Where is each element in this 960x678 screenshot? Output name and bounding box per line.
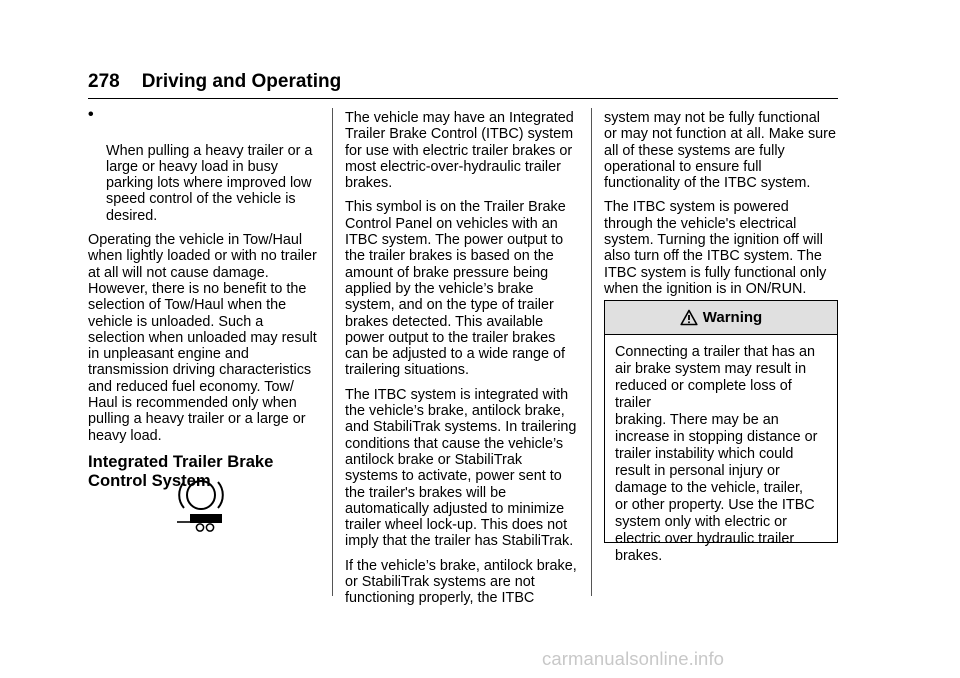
paragraph-itbc-intro: The vehicle may have an Integrated Trailer Brake Control (ITBC) system for use with electric trailer brakes or most electric-over-hydraulic trailer brakes. [345,110,574,192]
warning-title: Warning [702,309,763,326]
column-1 [88,106,328,490]
column-2 [345,110,585,615]
trailer-brake-icon [176,478,226,534]
page-number: 278 [88,71,120,92]
bullet-item [88,106,328,224]
paragraph-power: The ITBC system is powered through the vehicle's electrical system. Turning the ignition off will also turn off the ITBC system. The ITBC system is fully functional only when the ignition is in ON/RUN. [604,199,827,297]
warning-triangle-icon [680,309,698,326]
bullet-mark: • [88,106,94,123]
header-rule [88,98,838,99]
column-divider-1 [332,108,333,596]
watermark: carmanualsonline.info [542,648,725,669]
warning-box [604,300,838,564]
section-title: Driving and Operating [141,71,342,92]
paragraph-malfunction: If the vehicle’s brake, antilock brake, or StabiliTrak systems are not functioning properly, the ITBC [345,557,577,607]
warning-header [605,301,837,335]
warning-text: Connecting a trailer that has an air brake system may result in reduced or complete loss of trailer braking. There may be an increase in stopping distance or trailer instability which could result in personal injury or damage to the vehicle, trailer, or other property. Use the ITBC system only with electric or electric over hydraulic trailer brakes. [615,344,818,564]
paragraph-integration: The ITBC system is integrated with the vehicle’s brake, antilock brake, and StabiliTrak systems. In trailering conditions that cause the vehicle’s antilock brake or StabiliTrak systems to activate, power sent to the trailer's brakes will be automatically adjusted to minimize trailer wheel lock-up. This does not imply that the trailer has StabiliTrak. [345,386,577,550]
paragraph-symbol: This symbol is on the Trailer Brake Control Panel on vehicles with an ITBC system. The power output to the trailer brakes is based on the amount of brake pressure being applied by the vehicle’s brake system, and on the type of trailer brakes detected. This available power output to the trailer brakes can be adjusted to a wide range of trailering situations. [345,199,566,379]
column-3 [604,110,840,305]
column-divider-2 [591,108,592,596]
section-subheading: Integrated Trailer Brake Control System [88,451,274,490]
tow-haul-paragraph: Operating the vehicle in Tow/Haul when lightly loaded or with no trailer at all will not cause damage. However, there is no benefit to the selection of Tow/Haul when the vehicle is unloaded. Such a selection when unloaded may result in unpleasant engine and transmission driving characteristics and reduced fuel economy. Tow/ Haul is recommended only when pulling a heavy trailer or a large or heavy load. [88,232,317,444]
paragraph-functionality: system may not be fully functional or may not function at all. Make sure all of these systems are fully operational to ensure full functionality of the ITBC system. [604,110,836,192]
bullet-text: When pulling a heavy trailer or a large or heavy load in busy parking lots where improved low speed control of the vehicle is desired. [106,142,313,224]
page-header [88,71,341,93]
